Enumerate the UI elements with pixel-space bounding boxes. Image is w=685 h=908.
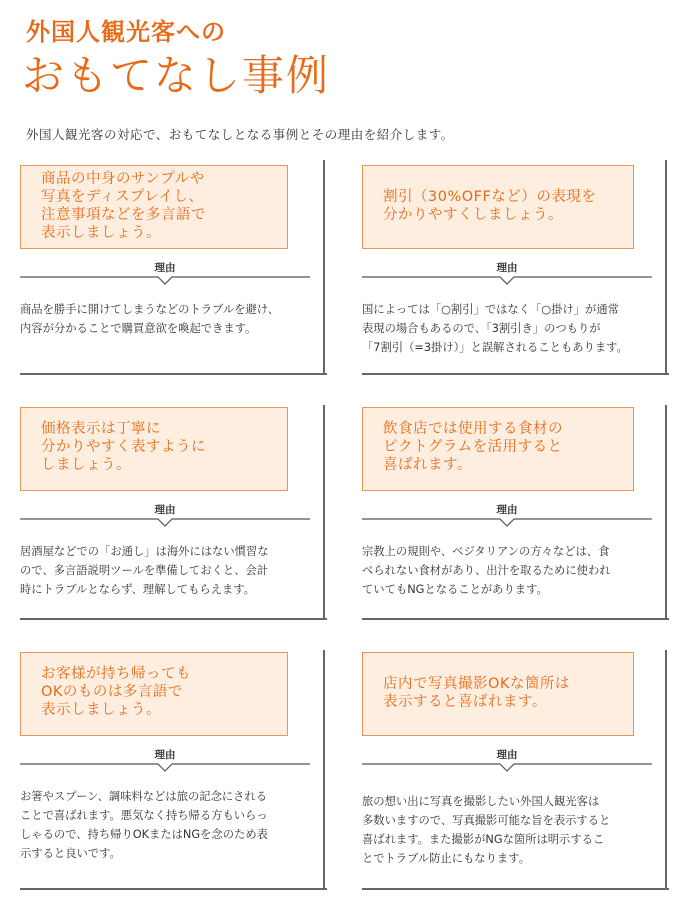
card-heading-line: 飲食店では使用する食材の xyxy=(383,421,563,437)
reason-label: 理由 xyxy=(154,749,176,761)
card-heading-line: 表示しましょう。 xyxy=(41,225,161,241)
card-frame-right xyxy=(323,405,325,620)
reason-arrow-divider xyxy=(362,276,652,286)
card-body-line: ので、多言語説明ツールを準備しておくと、会計 xyxy=(20,564,269,577)
example-card-1 xyxy=(20,160,325,375)
card-body-line: ていてもNGとなることがあります。 xyxy=(362,583,548,596)
example-card-3 xyxy=(20,405,325,620)
example-card-4 xyxy=(362,405,667,620)
card-body-line: 居酒屋などでの「お通し」は海外にはない慣習な xyxy=(20,545,269,558)
reason-arrow-divider xyxy=(20,276,310,286)
card-frame-bottom xyxy=(20,373,327,375)
card-heading-line: 分かりやすく表すように xyxy=(41,439,206,455)
reason-label: 理由 xyxy=(496,262,518,274)
card-frame-bottom xyxy=(362,373,669,375)
card-heading-line: ピクトグラムを活用すると xyxy=(383,439,563,455)
card-heading xyxy=(20,407,288,491)
card-body-line: 「7割引（=3掛け）」と誤解されることもあります。 xyxy=(362,341,628,354)
page-subtitle: 外国人観光客への xyxy=(26,18,226,46)
card-body-line: 喜ばれます。また撮影がNGな箇所は明示するこ xyxy=(362,833,605,846)
reason-label: 理由 xyxy=(154,262,176,274)
reason-label: 理由 xyxy=(496,749,518,761)
card-body xyxy=(362,792,662,868)
card-heading-line: お客様が持ち帰っても xyxy=(41,666,191,682)
example-card-2 xyxy=(362,160,667,375)
card-body-line: 商品を勝手に開けてしまうなどのトラブルを避け、 xyxy=(20,303,279,316)
card-heading xyxy=(20,165,288,249)
card-body-line: べられない食材があり、出汁を取るために使われ xyxy=(362,564,611,577)
card-frame-bottom xyxy=(20,888,327,890)
card-frame-right xyxy=(665,405,667,620)
card-heading xyxy=(362,652,634,736)
card-frame-bottom xyxy=(362,618,669,620)
card-body-line: 時にトラブルとならず、理解してもらえます。 xyxy=(20,583,255,596)
card-frame-right xyxy=(665,160,667,375)
card-frame-right xyxy=(323,160,325,375)
reason-arrow-divider xyxy=(20,518,310,528)
card-heading-line: OKのものは多言語で xyxy=(41,684,183,700)
card-body xyxy=(20,787,320,863)
card-heading-line: 表示しましょう。 xyxy=(41,702,161,718)
card-body xyxy=(20,300,320,338)
card-heading-line: 商品の中身のサンプルや xyxy=(41,171,205,187)
card-body-line: 宗教上の規則や、ベジタリアンの方々などは、食 xyxy=(362,545,610,558)
card-body-line: お箸やスプーン、調味料などは旅の記念にされる xyxy=(20,790,268,803)
card-heading xyxy=(362,165,634,249)
card-frame-bottom xyxy=(362,888,669,890)
card-body xyxy=(362,542,662,599)
card-heading-line: 写真をディスプレイし、 xyxy=(41,189,204,205)
reason-arrow-divider xyxy=(20,763,310,773)
reason-arrow-divider xyxy=(362,763,652,773)
card-body-line: しゃるので、持ち帰りOKまたはNGを念のため表 xyxy=(20,828,268,841)
card-heading xyxy=(20,652,288,736)
card-body xyxy=(20,542,320,599)
card-heading-line: 分かりやすくしましょう。 xyxy=(383,207,563,223)
example-card-5 xyxy=(20,650,325,890)
card-heading-line: 価格表示は丁寧に xyxy=(41,421,161,437)
card-heading-line: 割引（30%OFFなど）の表現を xyxy=(383,189,597,205)
card-body-line: 示すると良いです。 xyxy=(20,847,121,860)
card-heading-line: 注意事項などを多言語で xyxy=(41,207,206,223)
reason-label: 理由 xyxy=(154,504,176,516)
card-heading-line: 表示すると喜ばれます。 xyxy=(383,694,547,710)
card-body-line: 内容が分かることで購買意欲を喚起できます。 xyxy=(20,322,257,335)
card-body-line: 国によっては「○割引」ではなく「○掛け」が通常 xyxy=(362,303,619,316)
page-title: おもてなし事例 xyxy=(22,51,331,100)
card-frame-right xyxy=(323,650,325,890)
card-frame-bottom xyxy=(20,618,327,620)
card-heading xyxy=(362,407,634,491)
page-intro: 外国人観光客の対応で、おもてなしとなる事例とその理由を紹介します。 xyxy=(26,127,454,142)
card-body-line: ことで喜ばれます。悪気なく持ち帰る方もいらっ xyxy=(20,809,268,822)
reason-label: 理由 xyxy=(496,504,518,516)
card-body xyxy=(362,300,662,357)
example-card-6 xyxy=(362,650,667,890)
card-body-line: とでトラブル防止にもなります。 xyxy=(362,852,530,865)
card-heading-line: しましょう。 xyxy=(41,457,131,473)
card-body-line: 多数いますので、写真撮影可能な旨を表示すると xyxy=(362,814,611,827)
card-frame-right xyxy=(665,650,667,890)
card-body-line: 旅の想い出に写真を撮影したい外国人観光客は xyxy=(362,795,600,808)
card-heading-line: 店内で写真撮影OKな箇所は xyxy=(383,676,570,692)
reason-arrow-divider xyxy=(362,518,652,528)
card-body-line: 表現の場合もあるので、「3割引き」のつもりが xyxy=(362,322,601,335)
card-heading-line: 喜ばれます。 xyxy=(383,457,472,473)
